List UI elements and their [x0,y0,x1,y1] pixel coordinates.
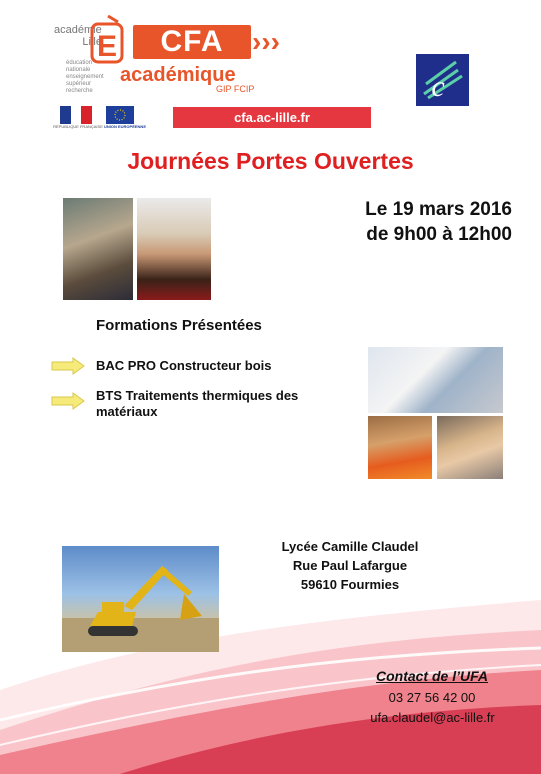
arrow-right-icon [51,392,85,410]
students-workshop-photo [63,198,133,300]
french-republic-flag-icon [60,106,92,124]
chevron-right-icon: ››› [252,26,280,57]
chef-apprentice-photo [137,198,211,300]
address-line: Rue Paul Lafargue [292,558,408,573]
formation-item: BTS Traitements thermiques des matériaux [96,388,299,419]
venue-address [270,537,430,594]
contact-heading: Contact de l’UFA [375,668,488,684]
excavator-photo [62,546,219,652]
excavator-icon [62,546,219,652]
svg-text:E: E [96,30,118,63]
arrow-right-icon [51,357,85,375]
edu-line: recherche [66,88,93,94]
e-badge-icon [88,14,128,66]
lille-label: Lille [82,36,102,48]
website-link[interactable]: cfa.ac-lille.fr [173,107,371,128]
event-date [334,197,512,247]
eu-caption: UNION EUROPÉENNE [103,124,146,129]
hairdressing-photo [437,416,503,479]
edu-line: éducation [66,60,93,66]
address-line: 59610 Fourmies [300,577,400,592]
formation-item: BAC PRO Constructeur bois [96,358,272,373]
technical-drawing-photo [368,347,503,413]
rf-caption: RÉPUBLIQUE FRANÇAISE [53,124,103,129]
edu-line: enseignement [66,74,104,80]
address-line: Lycée Camille Claudel [281,539,419,554]
date-line: Le 19 mars 2016 [365,199,512,220]
education-lines [66,60,106,95]
edu-line: supérieur [66,81,92,87]
cfa-logo: CFA [133,25,251,59]
edu-line: nationale [66,67,91,73]
contact-email[interactable]: ufa.claudel@ac-lille.fr [370,710,495,725]
eu-flag-icon [106,106,134,124]
academique-label: académique [120,64,236,86]
gip-label: GIP FCIP [216,84,255,94]
time-line: de 9h00 à 12h00 [366,224,512,245]
svg-text:c: c [431,70,445,103]
page-title: Journées Portes Ouvertes [127,148,414,174]
contact-phone[interactable]: 03 27 56 42 00 [388,690,476,705]
formations-heading: Formations Présentées [96,317,262,334]
welder-photo [368,416,432,479]
academie-label: académie [54,24,102,36]
c-arrows-logo-icon [416,54,469,106]
